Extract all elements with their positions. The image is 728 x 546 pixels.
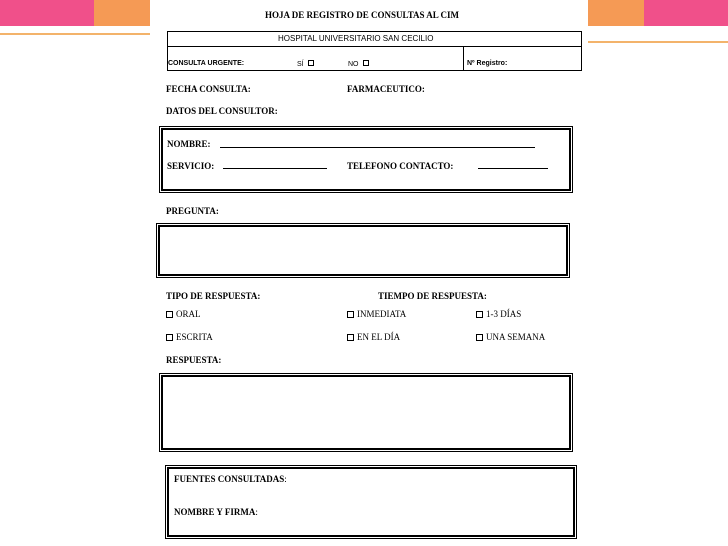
option-una-semana-label: UNA SEMANA xyxy=(486,332,546,342)
form-title: HOJA DE REGISTRO DE CONSULTAS AL CIM xyxy=(265,10,460,20)
decorative-line-right xyxy=(588,41,728,43)
pregunta-box[interactable] xyxy=(158,225,568,276)
registro-label: Nº Registro: xyxy=(467,60,508,67)
option-1-3-dias-label: 1-3 DÍAS xyxy=(486,309,522,319)
option-no[interactable] xyxy=(348,60,369,68)
checkbox-en-el-dia[interactable] xyxy=(347,334,354,341)
fecha-consulta-label: FECHA CONSULTA: xyxy=(166,84,251,94)
nombre-firma-colon: : xyxy=(255,507,258,517)
decorative-bar-pink-left xyxy=(0,0,94,26)
telefono-field[interactable] xyxy=(478,168,548,169)
decorative-bar-orange-right xyxy=(588,0,644,26)
option-1-3-dias[interactable] xyxy=(476,309,521,319)
respuesta-label: RESPUESTA: xyxy=(166,355,222,365)
option-no-label: NO xyxy=(348,61,359,68)
checkbox-1-3-dias[interactable] xyxy=(476,311,483,318)
fuentes-consultadas xyxy=(174,474,287,484)
option-si[interactable] xyxy=(297,60,314,68)
checkbox-una-semana[interactable] xyxy=(476,334,483,341)
respuesta-box[interactable] xyxy=(161,375,571,450)
checkbox-si[interactable] xyxy=(308,60,314,66)
option-inmediata-label: INMEDIATA xyxy=(357,309,407,319)
option-en-el-dia[interactable] xyxy=(347,332,400,342)
servicio-field[interactable] xyxy=(223,168,327,169)
registro-cell xyxy=(463,47,582,71)
nombre-firma xyxy=(174,507,258,517)
pregunta-label: PREGUNTA: xyxy=(166,206,219,216)
tiempo-respuesta-label: TIEMPO DE RESPUESTA: xyxy=(378,291,487,301)
nombre-field[interactable] xyxy=(220,147,535,148)
decorative-line-left xyxy=(0,33,150,35)
option-si-label: SÍ xyxy=(297,61,304,68)
fuentes-consultadas-colon: : xyxy=(284,474,287,484)
farmaceutico-label: FARMACEUTICO: xyxy=(347,84,425,94)
datos-consultor-label: DATOS DEL CONSULTOR: xyxy=(166,106,278,116)
option-escrita[interactable] xyxy=(166,332,213,342)
decorative-bar-orange-left xyxy=(94,0,150,26)
hospital-box xyxy=(167,31,582,47)
option-en-el-dia-label: EN EL DÍA xyxy=(357,332,401,342)
option-escrita-label: ESCRITA xyxy=(176,332,213,342)
option-oral[interactable] xyxy=(166,309,201,319)
nombre-label: NOMBRE: xyxy=(167,139,211,149)
option-inmediata[interactable] xyxy=(347,309,406,319)
telefono-label: TELEFONO CONTACTO: xyxy=(347,161,454,171)
fuentes-consultadas-label: FUENTES CONSULTADAS xyxy=(174,474,285,484)
checkbox-no[interactable] xyxy=(363,60,369,66)
checkbox-escrita[interactable] xyxy=(166,334,173,341)
decorative-bar-pink-right xyxy=(644,0,728,26)
option-una-semana[interactable] xyxy=(476,332,545,342)
option-oral-label: ORAL xyxy=(176,309,201,319)
tipo-respuesta-label: TIPO DE RESPUESTA: xyxy=(166,291,261,301)
servicio-label: SERVICIO: xyxy=(167,161,215,171)
consulta-urgente-label: CONSULTA URGENTE: xyxy=(168,60,245,67)
checkbox-oral[interactable] xyxy=(166,311,173,318)
consultor-box xyxy=(161,128,571,191)
hospital-name: HOSPITAL UNIVERSITARIO SAN CECILIO xyxy=(278,34,434,43)
nombre-firma-label: NOMBRE Y FIRMA xyxy=(174,507,256,517)
registration-form-sheet xyxy=(155,0,588,546)
checkbox-inmediata[interactable] xyxy=(347,311,354,318)
